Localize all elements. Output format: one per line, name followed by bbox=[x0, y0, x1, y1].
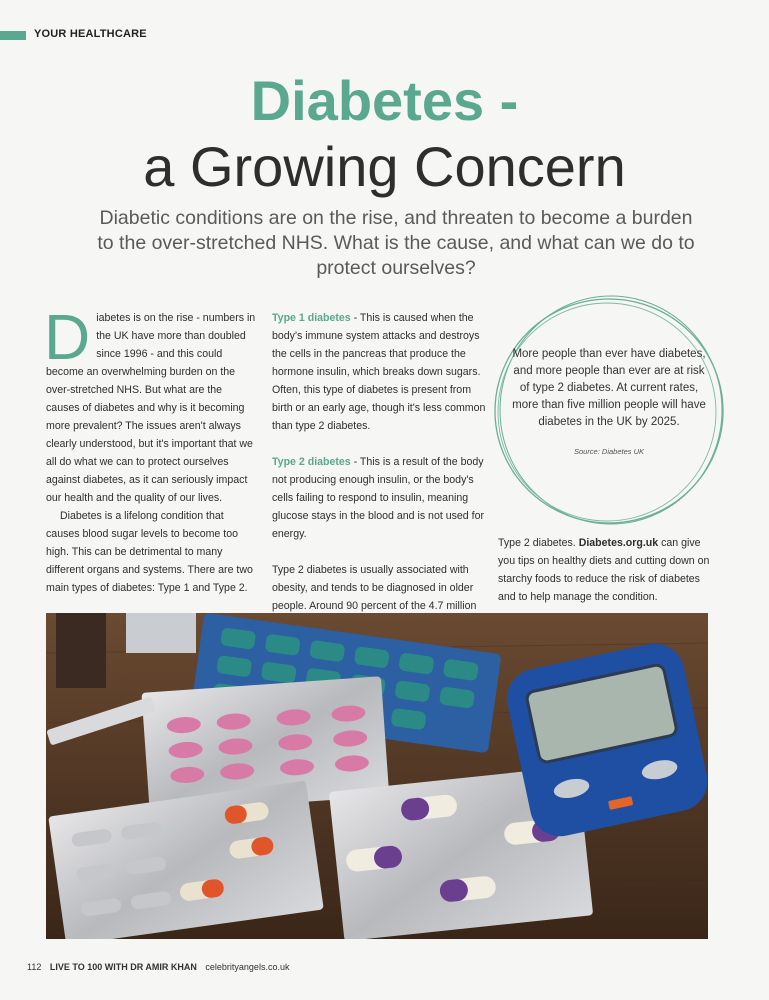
headline-line-1: Diabetes - bbox=[250, 69, 519, 132]
page-number: 112 bbox=[27, 962, 42, 972]
paragraph: Type 2 diabetes. Diabetes.org.uk can give you tips on healthy diets and cutting down on starchy foods to reduce the risk of diabetes and to help manage the condition. bbox=[498, 537, 710, 603]
intro-text: iabetes is on the rise - numbers in the UK have more than doubled since 1996 - and this could become an overwhelming burden on the over-stretched NHS. But what are the causes of diabetes and why is it becoming more prevalent? The issues aren't always clearly understood, but it's important that we all do what we can to protect ourselves against diabetes, as it can seriously impact our health and the quality of our lives. bbox=[46, 312, 256, 504]
pull-quote bbox=[490, 292, 728, 530]
column-2 bbox=[272, 309, 488, 633]
type2-label: Type 2 diabetes bbox=[272, 456, 351, 468]
section-accent-bar bbox=[0, 31, 26, 40]
headline-line-2: a Growing Concern bbox=[143, 135, 626, 198]
pills-and-glucose-meter-image bbox=[46, 613, 708, 939]
pull-quote-source: Source: Diabetes UK bbox=[573, 447, 645, 456]
publication-name: LIVE TO 100 WITH DR AMIR KHAN bbox=[49, 962, 197, 972]
pull-quote-text: More people than ever have diabetes, and more people than ever are at risk of type 2 diabetes. At current rates, more than five million people will have diabetes in the UK by 2025. bbox=[512, 348, 706, 428]
type1-paragraph bbox=[272, 309, 488, 435]
website-link[interactable]: Diabetes.org.uk bbox=[578, 537, 659, 549]
type2-text: - This is a result of the body not producing enough insulin, or the body's cells failing to respond to insulin, meaning glucose stays in the blood and is not used for energy. bbox=[272, 456, 485, 540]
column-3 bbox=[498, 534, 718, 606]
footer-url[interactable]: celebrityangels.co.uk bbox=[205, 962, 290, 972]
page-footer bbox=[27, 962, 289, 972]
medication-photo bbox=[46, 613, 708, 939]
paragraph: Type 2 diabetes is usually associated with obesity, and tends to be diagnosed in older people. Around 90 percent of the 4.7 million bbox=[272, 564, 477, 612]
drop-cap: D bbox=[44, 301, 91, 373]
type1-label: Type 1 diabetes bbox=[272, 312, 351, 324]
intro-paragraph bbox=[44, 301, 256, 507]
column-1 bbox=[44, 301, 256, 597]
standfirst: Diabetic conditions are on the rise, and threaten to become a burden to the over-stretched NHS. What is the cause, and what can we do to protect ourselves? bbox=[97, 207, 695, 279]
paragraph: Diabetes is a lifelong condition that causes blood sugar levels to become too high. This can be detrimental to many different organs and systems. There are two main types of diabetes: Type 1 and Type 2. bbox=[46, 510, 253, 594]
section-label: YOUR HEALTHCARE bbox=[34, 28, 147, 40]
type2-paragraph bbox=[272, 453, 488, 543]
type1-text: - This is caused when the body's immune system attacks and destroys the cells in the pancreas that produce the hormone insulin, which breaks down sugars. Often, this type of diabetes is present from birth or an early age, though it's less common than type 2 diabetes. bbox=[272, 312, 486, 432]
